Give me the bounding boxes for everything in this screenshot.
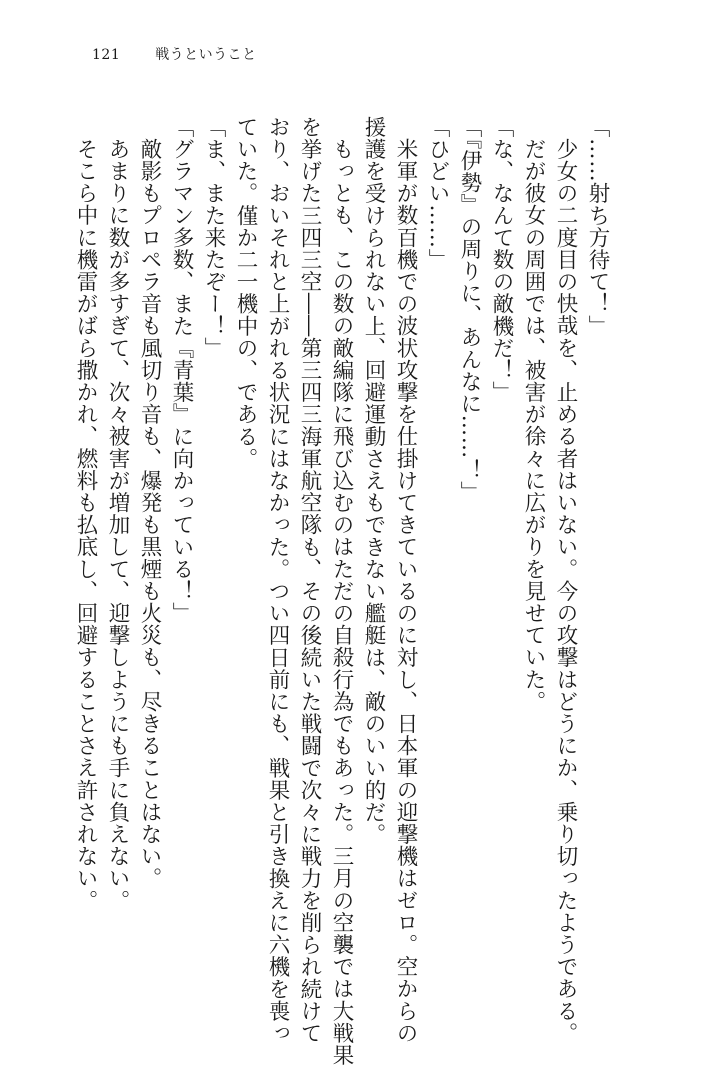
page-number: 121 bbox=[92, 47, 121, 63]
running-header bbox=[92, 44, 257, 64]
text-line: あまりに数が多すぎて、次々被害が増加して、迎撃しようにも手に負えない。 bbox=[105, 137, 130, 911]
text-line: 「……射ち方待て！」 bbox=[585, 116, 610, 337]
text-line: 「グラマン多数、また『青葉』に向かっている！」 bbox=[169, 116, 194, 625]
text-line: そこら中に機雷がばら撒かれ、燃料も払底し、回避することさえ許されない。 bbox=[73, 137, 98, 911]
vertical-body-text bbox=[69, 116, 613, 1066]
text-line: 少女の二度目の快哉を、止める者はいない。今の攻撃はどうにか、乗り切ったようである。 bbox=[553, 137, 578, 1044]
chapter-title: 戦うということ bbox=[155, 47, 257, 63]
text-line: ていた。僅か二一機中の、である。 bbox=[233, 116, 258, 470]
text-line: 援護を受けられない上、回避運動さえもできない艦艇は、敵のいい的だ。 bbox=[361, 116, 386, 846]
text-line: だが彼女の周囲では、被害が徐々に広がりを見せていた。 bbox=[521, 137, 546, 713]
text-line: 「ま、また来たぞー！」 bbox=[201, 116, 226, 360]
text-line: 「ひどい……」 bbox=[425, 116, 450, 271]
text-line: 「な、なんて数の敵機だ！」 bbox=[489, 116, 514, 404]
text-line: もっとも、この数の敵編隊に飛び込むのはただの自殺行為でもあった。三月の空襲では大戦果 bbox=[329, 137, 354, 1066]
text-line: 敵影もプロペラ音も風切り音も、爆発も黒煙も火災も、尽きることはない。 bbox=[137, 137, 162, 889]
text-line: 米軍が数百機での波状攻撃を仕掛けてきているのに対し、日本軍の迎撃機はゼロ。空からの bbox=[393, 137, 418, 1044]
text-line: 「『伊勢』の周りに、あんなに……！」 bbox=[457, 116, 482, 504]
text-line: おり、おいそれと上がれる状況にはなかった。つい四日前にも、戦果と引き換えに六機を喪っ bbox=[265, 116, 290, 1045]
text-line: を挙げた三四三空――第三四三海軍航空隊も、その後続いた戦闘で次々に戦力を削られ続けて bbox=[297, 116, 322, 1045]
